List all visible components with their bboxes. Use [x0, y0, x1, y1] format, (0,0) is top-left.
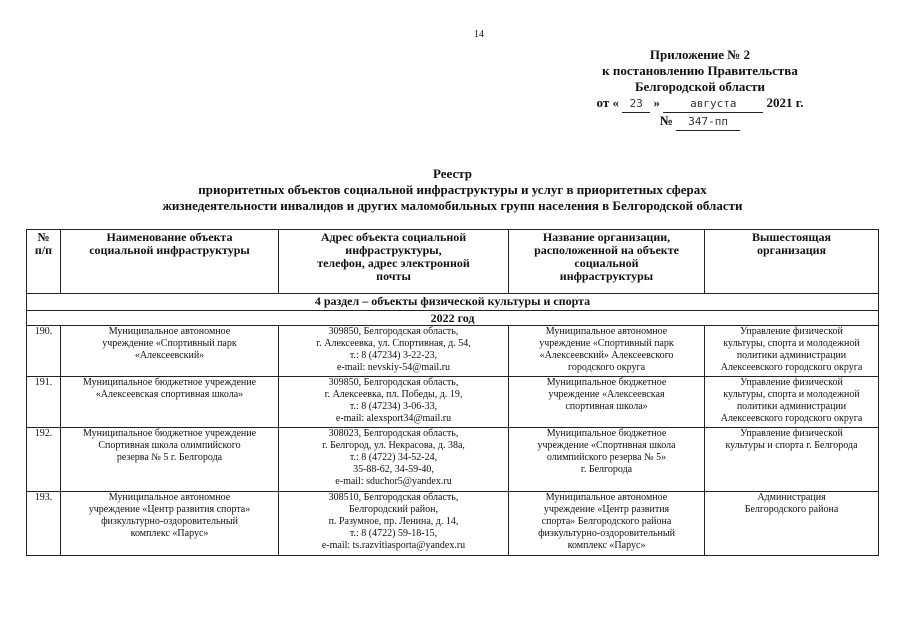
row-number: 190.	[27, 326, 61, 377]
object-name: Муниципальное автономное учреждение «Центр развития спорта» физкультурно-оздоровительный комплекс «Парус»	[61, 492, 279, 556]
header-organization: Название организации, расположенной на объекте социальной инфраструктуры	[509, 230, 705, 294]
year-row	[27, 311, 879, 326]
section-row	[27, 294, 879, 311]
parent-organization: Управление физической культуры и спорта г. Белгорода	[705, 428, 879, 492]
row-number: 191.	[27, 377, 61, 428]
object-address: 308023, Белгородская область, г. Белгород, ул. Некрасова, д. 38а, т.: 8 (4722) 34-52-24, 35-88-62, 34-59-40, e-mail: sduchor5@yandex.ru	[279, 428, 509, 492]
row-number: 192.	[27, 428, 61, 492]
table-row	[27, 326, 879, 377]
header-object-name: Наименование объекта социальной инфраструктуры	[61, 230, 279, 294]
date-month: августа	[663, 96, 763, 113]
header-number: № п/п	[27, 230, 61, 294]
organization-name: Муниципальное бюджетное учреждение «Алексеевская спортивная школа»	[509, 377, 705, 428]
date-year: 2021 г.	[766, 95, 804, 110]
registry-title	[20, 166, 885, 214]
date-prefix: от «	[596, 95, 620, 110]
object-address: 309850, Белгородская область, г. Алексеевка, пл. Победы, д. 19, т.: 8 (47234) 3-06-33, e-mail: alexsport34@mail.ru	[279, 377, 509, 428]
parent-organization: Управление физической культуры, спорта и молодежной политики администрации Алексеевского городского округа	[705, 326, 879, 377]
parent-organization: Управление физической культуры, спорта и молодежной политики администрации Алексеевского городского округа	[705, 377, 879, 428]
header-parent-organization: Вышестоящая организация	[705, 230, 879, 294]
table-row	[27, 377, 879, 428]
table-header-row	[27, 230, 879, 294]
parent-organization: Администрация Белгородского района	[705, 492, 879, 556]
title-line-2: приоритетных объектов социальной инфраструктуры и услуг в приоритетных сферах	[198, 182, 707, 197]
date-day: 23	[622, 96, 650, 113]
object-address: 309850, Белгородская область, г. Алексеевка, ул. Спортивная, д. 54, т.: 8 (47234) 3-22-23, e-mail: nevskiy-54@mail.ru	[279, 326, 509, 377]
organization-name: Муниципальное бюджетное учреждение «Спортивная школа олимпийского резерва № 5» г. Белгорода	[509, 428, 705, 492]
table-row	[27, 428, 879, 492]
title-line-3: жизнедеятельности инвалидов и других маломобильных групп населения в Белгородской области	[162, 198, 743, 213]
table-row	[27, 492, 879, 556]
appendix-number-line	[560, 113, 840, 131]
object-name: Муниципальное автономное учреждение «Спортивный парк «Алексеевский»	[61, 326, 279, 377]
registry-table	[26, 229, 879, 556]
year-title: 2022 год	[27, 311, 879, 326]
page-number: 14	[474, 29, 484, 40]
appendix-line-1: Приложение № 2	[649, 47, 751, 62]
appendix-line-2: к постановлению Правительства	[602, 63, 798, 78]
title-line-1: Реестр	[432, 166, 472, 181]
organization-name: Муниципальное автономное учреждение «Центр развития спорта» Белгородского района физкультурно-оздоровительный комплекс «Парус»	[509, 492, 705, 556]
number-prefix: №	[659, 113, 673, 128]
object-name: Муниципальное бюджетное учреждение Спортивная школа олимпийского резерва № 5 г. Белгорода	[61, 428, 279, 492]
number-value: 347-пп	[676, 114, 740, 131]
section-title: 4 раздел – объекты физической культуры и спорта	[27, 294, 879, 311]
appendix-line-3: Белгородской области	[634, 79, 766, 94]
organization-name: Муниципальное автономное учреждение «Спортивный парк «Алексеевский» Алексеевского городского округа	[509, 326, 705, 377]
header-address: Адрес объекта социальной инфраструктуры, телефон, адрес электронной почты	[279, 230, 509, 294]
object-address: 308510, Белгородская область, Белгородский район, п. Разумное, пр. Ленина, д. 14, т.: 8 (4722) 59-18-15, e-mail: ts.razvitiasporta@yandex.ru	[279, 492, 509, 556]
appendix-block	[560, 47, 840, 131]
appendix-date-line	[560, 95, 840, 113]
row-number: 193.	[27, 492, 61, 556]
date-mid: »	[653, 95, 661, 110]
object-name: Муниципальное бюджетное учреждение «Алексеевская спортивная школа»	[61, 377, 279, 428]
